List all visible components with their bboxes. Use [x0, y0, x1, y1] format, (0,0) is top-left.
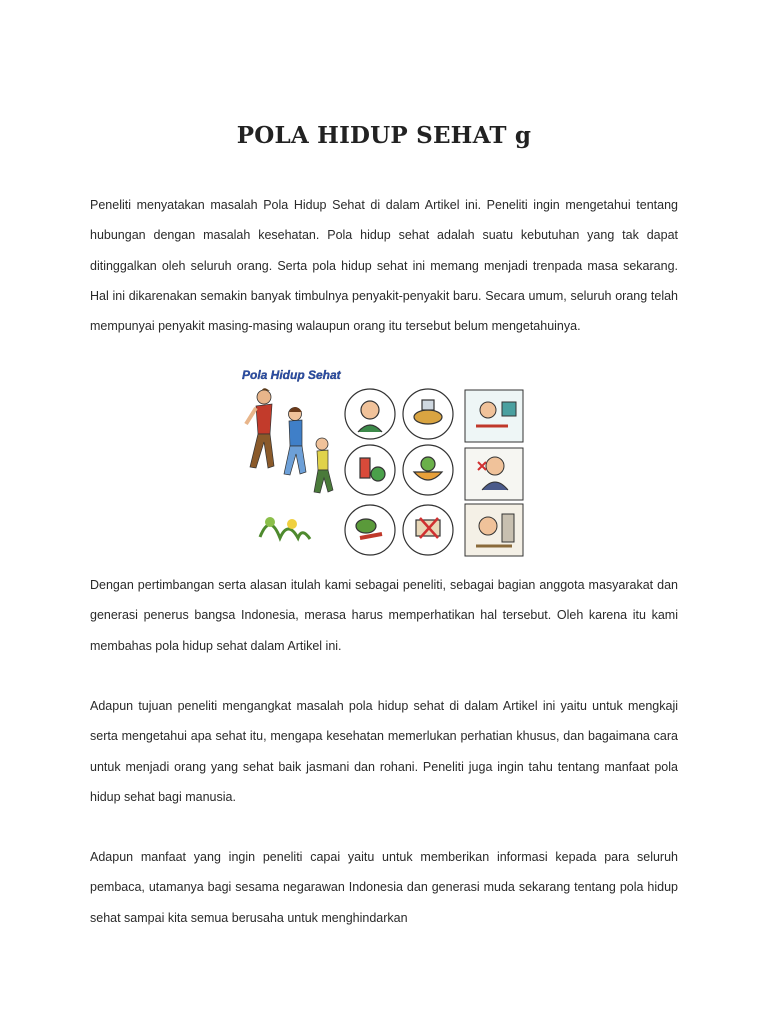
unhealthy-habit-icons: [465, 390, 523, 556]
illustration-caption: Pola Hidup Sehat: [242, 368, 341, 382]
paragraph-benefit: Adapun manfaat yang ingin peneliti capai yaitu untuk memberikan informasi kepada para seluruh pembaca, utamanya bagi sesama negarawan Indonesia dan generasi muda sekarang tentang pola hidup sehat sampai kita semua berusaha untuk menghindarkan: [90, 850, 678, 925]
paragraph-consideration: Dengan pertimbangan serta alasan itulah kami sebagai peneliti, sebagai bagian anggota masyarakat dan generasi penerus bangsa Indonesia, merasa harus memperhatikan hal tersebut. Oleh karena itu kami membahas pola hidup sehat dalam Artikel ini.: [90, 578, 678, 653]
healthy-lifestyle-illustration: [240, 362, 530, 562]
paragraph-purpose: Adapun tujuan peneliti mengangkat masalah pola hidup sehat di dalam Artikel ini yaitu untuk mengkaji serta mengetahui apa sehat itu, mengapa kesehatan memerlukan perhatian khusus, dan bagaimana cara untuk menjadi orang yang sehat baik jasmani dan rohani. Peneliti juga ingin tahu tentang manfaat pola hidup sehat bagi manusia.: [90, 699, 678, 804]
paragraph-intro: Peneliti menyatakan masalah Pola Hidup Sehat di dalam Artikel ini. Peneliti ingin mengetahui tentang hubungan dengan masalah kesehatan. Pola hidup sehat adalah suatu kebutuhan yang tak dapat ditinggalkan oleh seluruh orang. Serta pola hidup sehat ini memang menjadi trenpada masa sekarang. Hal ini dikarenakan semakin banyak timbulnya penyakit-penyakit baru. Secara umum, seluruh orang telah mempunyai penyakit masing-masing walaupun orang itu tersebut belum mengetahuinya.: [90, 198, 678, 334]
running-family-icon: [246, 388, 333, 539]
healthy-food-icons: [345, 389, 453, 555]
page-title: POLA HIDUP SEHAT g: [236, 122, 532, 149]
